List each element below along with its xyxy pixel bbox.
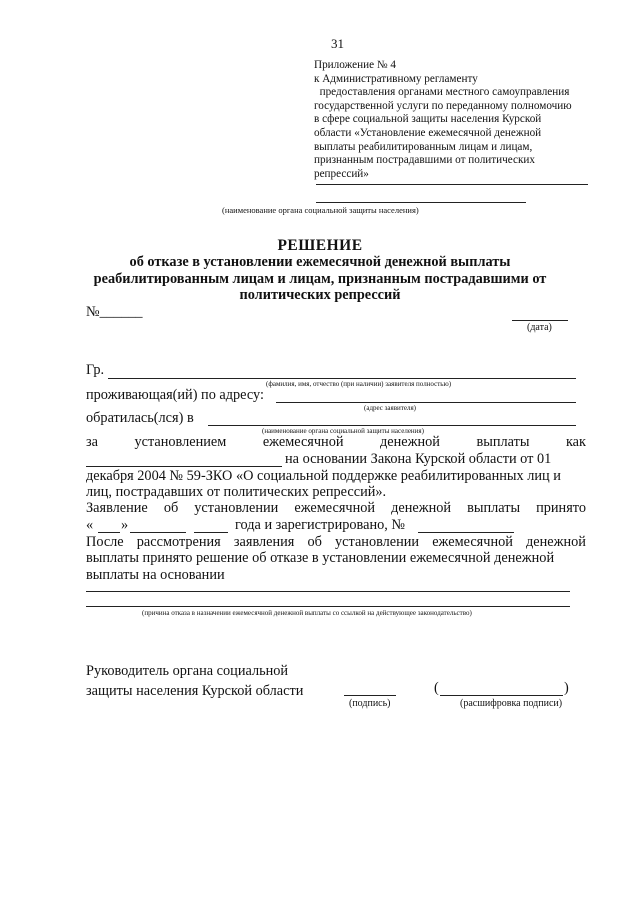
- applied-org-caption: (наименование органа социальной защиты населения): [262, 427, 424, 435]
- org-name-line-2: [316, 202, 526, 203]
- word: об: [307, 534, 322, 550]
- benefit-type-field[interactable]: [86, 466, 282, 467]
- app-date-close-quote: »: [121, 517, 129, 533]
- app-year-field[interactable]: [194, 532, 228, 533]
- position-line: защиты населения Курской области: [86, 683, 304, 699]
- citizen-name-field[interactable]: [108, 378, 576, 379]
- reason-field-line-1[interactable]: [86, 591, 570, 592]
- signature-decryption-field[interactable]: [440, 695, 563, 696]
- decision-number-field[interactable]: №______: [86, 304, 143, 320]
- subtitle-line: об отказе в установлении ежемесячной денежной выплаты: [129, 254, 511, 270]
- org-name-line-1: [316, 184, 588, 185]
- appendix-line: выплаты реабилитированным лицам и лицам,: [314, 140, 533, 153]
- word: ежемесячной: [294, 500, 376, 516]
- word: об: [163, 500, 179, 516]
- app-registered-text: года и зарегистрировано, №: [235, 517, 406, 533]
- app-date-open-quote: «: [86, 517, 94, 533]
- document-subtitle: [0, 254, 640, 304]
- address-caption: (адрес заявителя): [364, 404, 416, 412]
- app-month-field[interactable]: [130, 532, 186, 533]
- app-day-field[interactable]: [98, 532, 120, 533]
- word: После: [86, 534, 124, 550]
- word: выплаты: [476, 434, 530, 450]
- address-label: проживающая(ий) по адресу:: [86, 387, 264, 403]
- date-caption: (дата): [527, 322, 552, 333]
- subtitle-line: реабилитированным лицам и лицам, признанным пострадавшими от: [93, 270, 547, 287]
- word: установлением: [134, 434, 227, 450]
- appendix-line: государственной услуги по переданному полномочию: [314, 99, 572, 112]
- word: денежной: [526, 534, 586, 550]
- word: выплаты: [467, 500, 521, 516]
- appendix-line: области «Установление ежемесячной денежной: [314, 126, 542, 139]
- benefit-sentence: [86, 434, 586, 451]
- signature-field[interactable]: [344, 695, 396, 696]
- appendix-block: [314, 59, 572, 181]
- org-name-caption: (наименование органа социальной защиты населения): [222, 205, 419, 215]
- word: ежемесячной: [262, 434, 344, 450]
- application-sentence: [86, 500, 586, 517]
- word: денежной: [391, 500, 452, 516]
- open-paren: (: [434, 680, 439, 696]
- date-line[interactable]: [512, 320, 568, 321]
- signature-caption: (подпись): [349, 698, 391, 709]
- subtitle-line: политических репрессий: [239, 287, 401, 303]
- page-number: 31: [331, 36, 344, 51]
- law-text-line: декабря 2004 № 59-ЗКО «О социальной поддержке реабилитированных лиц и: [86, 468, 561, 484]
- reason-caption: (причина отказа в назначении ежемесячной денежной выплаты со ссылкой на действующее законодательство): [142, 609, 472, 617]
- registration-number-field[interactable]: [418, 532, 514, 533]
- word: установлении: [335, 534, 420, 550]
- word: Заявление: [86, 500, 148, 516]
- document-title: РЕШЕНИЕ: [277, 237, 363, 254]
- appendix-line: предоставления органами местного самоуправления: [314, 86, 570, 99]
- word: рассмотрения: [136, 534, 221, 550]
- law-text-line: лиц, пострадавших от политических репрессий».: [86, 484, 387, 500]
- word: заявления: [233, 534, 295, 550]
- close-paren: ): [564, 680, 569, 696]
- appendix-line: к Административному регламенту: [314, 72, 478, 85]
- word: принято: [536, 500, 586, 516]
- word: за: [86, 434, 98, 450]
- citizen-name-caption: (фамилия, имя, отчество (при наличии) заявителя полностью): [266, 380, 452, 388]
- appendix-line: признанным пострадавшими от политических: [314, 154, 535, 167]
- word: как: [565, 434, 586, 450]
- position-line: Руководитель органа социальной: [86, 663, 289, 679]
- word: ежемесячной: [432, 534, 513, 550]
- appendix-line: в сфере социальной защиты населения Курской: [314, 113, 542, 126]
- applied-org-field[interactable]: [208, 425, 576, 426]
- signatory-position: [86, 661, 303, 701]
- applied-label: обратилась(лся) в: [86, 410, 194, 426]
- address-field[interactable]: [276, 402, 576, 403]
- decision-text-line: выплаты на основании: [86, 567, 225, 583]
- basis-text: на основании Закона Курской области от 01: [285, 451, 552, 467]
- appendix-line: Приложение № 4: [314, 59, 396, 71]
- word: установлении: [194, 500, 279, 516]
- decision-text-line: выплаты принято решение об отказе в установлении ежемесячной денежной: [86, 550, 555, 566]
- after-review-sentence: [86, 534, 586, 551]
- citizen-label: Гр.: [86, 362, 105, 378]
- appendix-line: репрессий»: [314, 167, 369, 180]
- decryption-caption: (расшифровка подписи): [460, 698, 563, 709]
- word: денежной: [380, 434, 440, 450]
- reason-field-line-2[interactable]: [86, 606, 570, 607]
